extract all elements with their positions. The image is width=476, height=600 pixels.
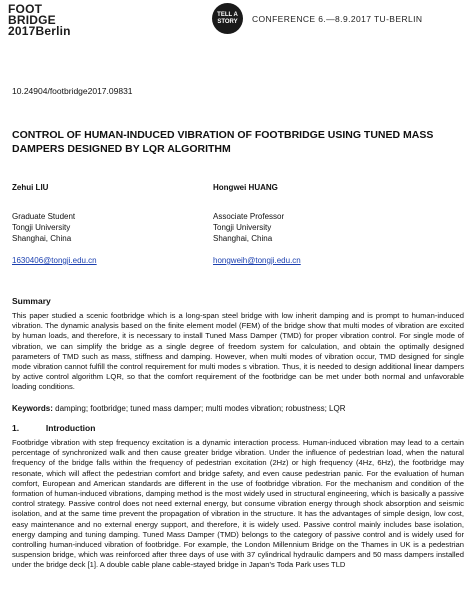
keywords-label: Keywords: [12,404,53,413]
author-role: Associate Professor [213,212,285,221]
introduction-text: Footbridge vibration with step frequency excitation is a dynamic interaction process. Human-induced vibration may lead to a certain percentage of synchronized walk and then cause greater bridge vibration. Under the influence of pedestrian load, when the natural frequency of the bridge falls within the frequency of pedestrian excitation (2Hz) or high frequency (4Hz, 6Hz), the footbridge may resonate, which will affect the pedestrian comfort and bridge safety, and even cause pedestrian panic. For the evaluation of human comfort, European and American standards are different in the use of footbridge vibration. For the mechanism and condition of the formation of human-induced vibrations, damping method is the most widely used in structural engineering, which is basically a passive control strategy. Passive control does not need external energy, but consume vibration energy through shock absorption and seismic isolation, and at the same time prevent the propagation of vibration in the structure. It has the advantages of simple design, low cost, easy maintenance and no external energy support, and therefore, it is widely used. Passive control mainly includes base isolation, energy damping and tuning damping. Tuned Mass Damper (TMD) belongs to the category of passive control and is widely used for controlling human-induced vibration of footbridge. For example, the London Millennium Bridge on the Thames in UK is a pedestrian suspension bridge, which was reinforced after three days of use with 37 cylindrical hydraulic dampers and 50 mass dampers installed under the bridge deck [1]. A double cable plane cable-stayed bridge in Japan's Toda Park uses TLD [12,438,464,570]
keywords-text: damping; footbridge; tuned mass damper; multi modes vibration; robustness; LQR [55,404,346,413]
section-number: 1. [12,423,20,433]
footbridge-logo [8,4,71,37]
author-role: Graduate Student [12,212,76,221]
keywords [12,404,464,413]
author-affiliation: Tongji University [213,223,272,232]
badge-line-1: TELL A [217,11,238,18]
section-title: Introduction [45,423,96,433]
author-affiliation: Tongji University [12,223,71,232]
author-location: Shanghai, China [12,234,72,243]
summary-text: This paper studied a scenic footbridge which is a long-span steel bridge with low inherit damping and is prompt to human-induced vibration. The dynamic analysis based on the finite element model (FEM) of the bridge show that multi modes of vibration are excited by human loads, and therefore, it is necessary to install Tuned Mass Damper (TMD) for proper vibration control. For single mode of vibration, we can simplify the bridge as a single degree of freedom system for calculation, and obtain the optimally designed parameters of TMD such as mass, stiffness and damping. However, when multi modes of vibration occur, TMD designed for single mode vibration cannot fulfill the control requirement for multi modes s vibration. Thus, it is needed to design additional linear dampers by active control algorithm LQR, so that the comfort requirement of the footbridge can be met under both normal and unfavorable loading conditions. [12,311,464,392]
paper-title: CONTROL OF HUMAN-INDUCED VIBRATION OF FOOTBRIDGE USING TUNED MASS DAMPERS DESIGNED BY LQR ALGORITHM [12,129,434,155]
author-block-1 [12,182,97,266]
doi: 10.24904/footbridge2017.09831 [12,86,133,96]
summary-heading: Summary [12,296,51,306]
author-name: Hongwei HUANG [213,183,278,192]
logo-line-3: 2017Berlin [8,24,71,38]
introduction-heading [12,423,95,433]
logo-line-2: BRIDGE [8,13,56,27]
author-name: Zehui LIU [12,183,49,192]
conference-header: CONFERENCE 6.—8.9.2017 TU-BERLIN [252,14,423,24]
badge-line-2: STORY [217,18,238,25]
author-location: Shanghai, China [213,234,273,243]
tell-a-story-badge [212,3,243,34]
logo-line-1: FOOT [8,2,43,16]
author-email-link[interactable]: hongweih@tongji.edu.cn [213,256,301,265]
author-block-2 [213,182,301,266]
author-email-link[interactable]: 1630406@tongji.edu.cn [12,256,97,265]
